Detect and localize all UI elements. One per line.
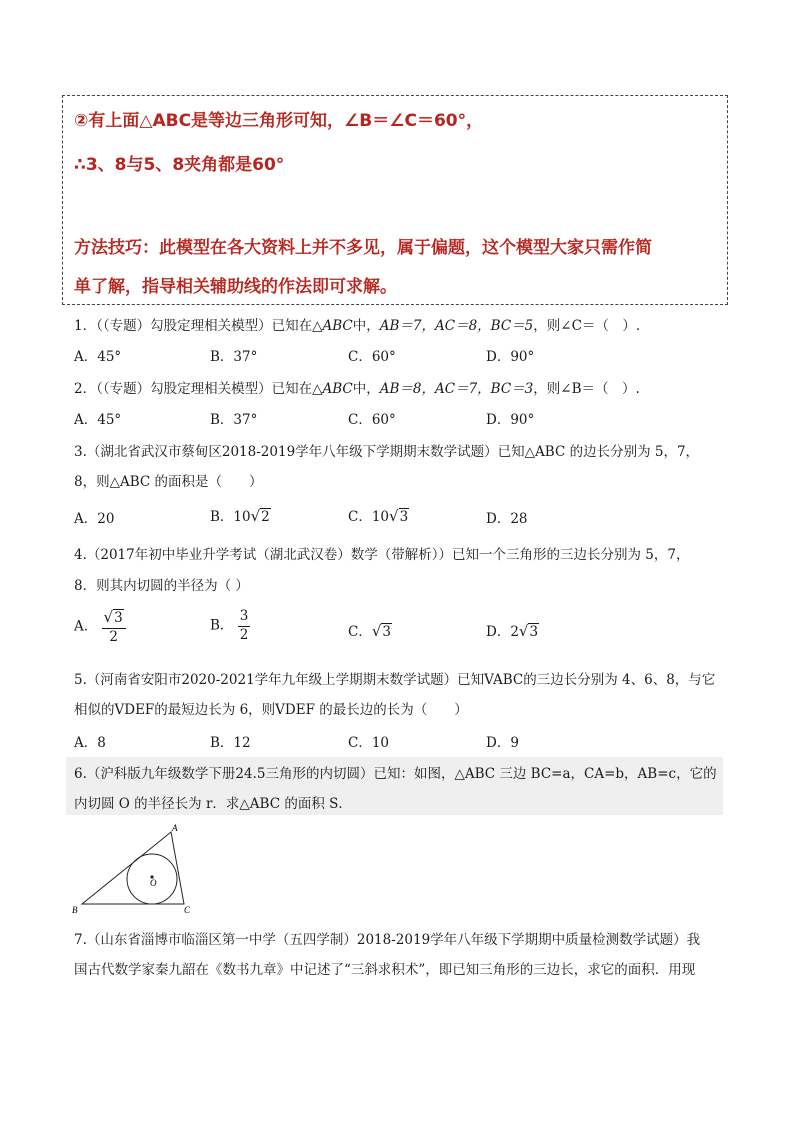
q2-option-c[interactable]: C．60° [348,412,396,428]
q4-option-d[interactable] [486,620,539,640]
q3-option-c[interactable] [348,505,409,525]
question-6-line-2: 内切圆 O 的半径长为 r．求△ABC 的面积 S． [74,796,352,812]
question-2 [74,377,640,397]
q3-option-c-radicand: 3 [399,509,409,525]
center-label-o: O [150,878,157,888]
q3-option-b-coef: B．10 [210,509,251,525]
q4-option-b-numerator: 3 [238,610,251,627]
q2-ask: ，则∠B＝（ ）. [533,381,640,397]
q2-triangle: △ABC [312,381,353,397]
fraction [102,610,126,644]
question-5-line-1: 5.（河南省安阳市2020-2021学年九年级上学期期末数学试题）已知VABC的三边长分别为 4、6、8，与它 [74,672,716,688]
q5-option-c[interactable]: C．10 [348,735,390,751]
q5-option-d[interactable]: D．9 [486,735,519,751]
q5-option-b[interactable]: B．12 [210,735,251,751]
box-line-1: ②有上面△ABC是等边三角形可知，∠B＝∠C＝60°， [74,111,484,131]
q1-option-a[interactable]: A．45° [74,349,122,365]
q4-option-c-label: C． [348,624,372,640]
q4-option-d-label: D． [486,624,511,640]
question-4-line-1: 4.（2017年初中毕业升学考试（湖北武汉卷）数学（带解析））已知一个三角形的三边长分别为 5，7， [74,547,690,563]
q1-connector: 中， [352,318,380,334]
sqrt-icon: √2 [250,507,270,525]
fraction [238,610,251,642]
q4-option-a-label: A． [74,618,98,635]
q4-option-c[interactable] [348,620,392,640]
question-3-line-2: 8，则△ABC 的面积是（ ） [74,474,263,490]
q4-option-d-coef: 2 [510,624,519,640]
q3-option-b-radicand: 2 [261,509,270,525]
sqrt-icon: √3 [103,608,123,626]
triangle-abc [82,832,184,904]
question-1 [74,314,640,334]
q2-option-a[interactable]: A．45° [74,412,122,428]
q2-source: 2．（（专题）勾股定理相关模型）已知在 [74,381,313,397]
question-7-line-1: 7.（山东省淄博市临淄区第一中学（五四学制）2018-2019学年八年级下学期期中质量检测数学试题）我 [74,932,701,948]
q3-option-d[interactable]: D．28 [486,511,528,527]
sqrt-icon: √3 [389,507,409,525]
q1-option-d[interactable]: D．90° [486,349,535,365]
vertex-label-a: A [172,823,178,833]
q4-option-a-radicand: 3 [114,610,123,626]
q2-connector: 中， [352,381,380,397]
vertex-label-b: B [72,905,78,915]
question-7-line-2: 国古代数学家秦九韶在《数书九章》中记述了“三斜求积术”，即已知三角形的三边长，求它的面积．用现 [74,962,696,978]
question-5-line-2: 相似的VDEF的最短边长为 6，则VDEF 的最长边的长为（ ） [74,702,468,718]
q4-option-b[interactable] [210,610,250,642]
q1-option-c[interactable]: C．60° [348,349,396,365]
question-6-line-1: 6.（沪科版九年级数学下册24.5三角形的内切圆）已知：如图，△ABC 三边 BC=a，CA=b，AB=c，它的 [74,766,717,782]
q1-option-b[interactable]: B．37° [210,349,258,365]
q4-option-b-label: B． [210,617,234,634]
q2-option-b[interactable]: B．37° [210,412,258,428]
q3-option-c-coef: C．10 [348,509,390,525]
q3-option-b[interactable] [210,505,271,525]
question-3-line-1: 3.（湖北省武汉市蔡甸区2018-2019学年八年级下学期期末数学试题）已知△ABC 的边长分别为 5，7， [74,444,700,460]
q1-triangle: △ABC [312,318,353,334]
q2-given: AB＝8，AC＝7，BC＝3 [379,381,534,397]
q1-ask: ，则∠C＝（ ）. [533,318,641,334]
q1-source: 1．（（专题）勾股定理相关模型）已知在 [74,318,313,334]
q4-option-d-radicand: 3 [529,624,539,640]
q1-given: AB＝7，AC＝8，BC＝5 [379,318,534,334]
q4-option-a-denominator: 2 [109,628,118,645]
question-4-line-2: 8．则其内切圆的半径为（ ） [74,578,249,594]
sqrt-icon: √3 [371,622,391,640]
vertex-label-c: C [184,905,191,915]
incircle-triangle-figure [68,820,198,918]
box-line-3: 方法技巧：此模型在各大资料上并不多见，属于偏题，这个模型大家只需作简 [74,238,652,258]
sqrt-icon: √3 [518,622,539,640]
q4-option-a[interactable] [74,610,126,644]
box-line-2: ∴3、8与5、8夹角都是60° [74,155,285,175]
q3-option-a[interactable]: A．20 [74,511,115,527]
box-line-4: 单了解，指导相关辅助线的作法即可求解。 [74,277,397,297]
q2-option-d[interactable]: D．90° [486,412,535,428]
q5-option-a[interactable]: A．8 [74,735,106,751]
q4-option-c-radicand: 3 [382,624,391,640]
q4-option-b-denominator: 2 [239,626,249,643]
